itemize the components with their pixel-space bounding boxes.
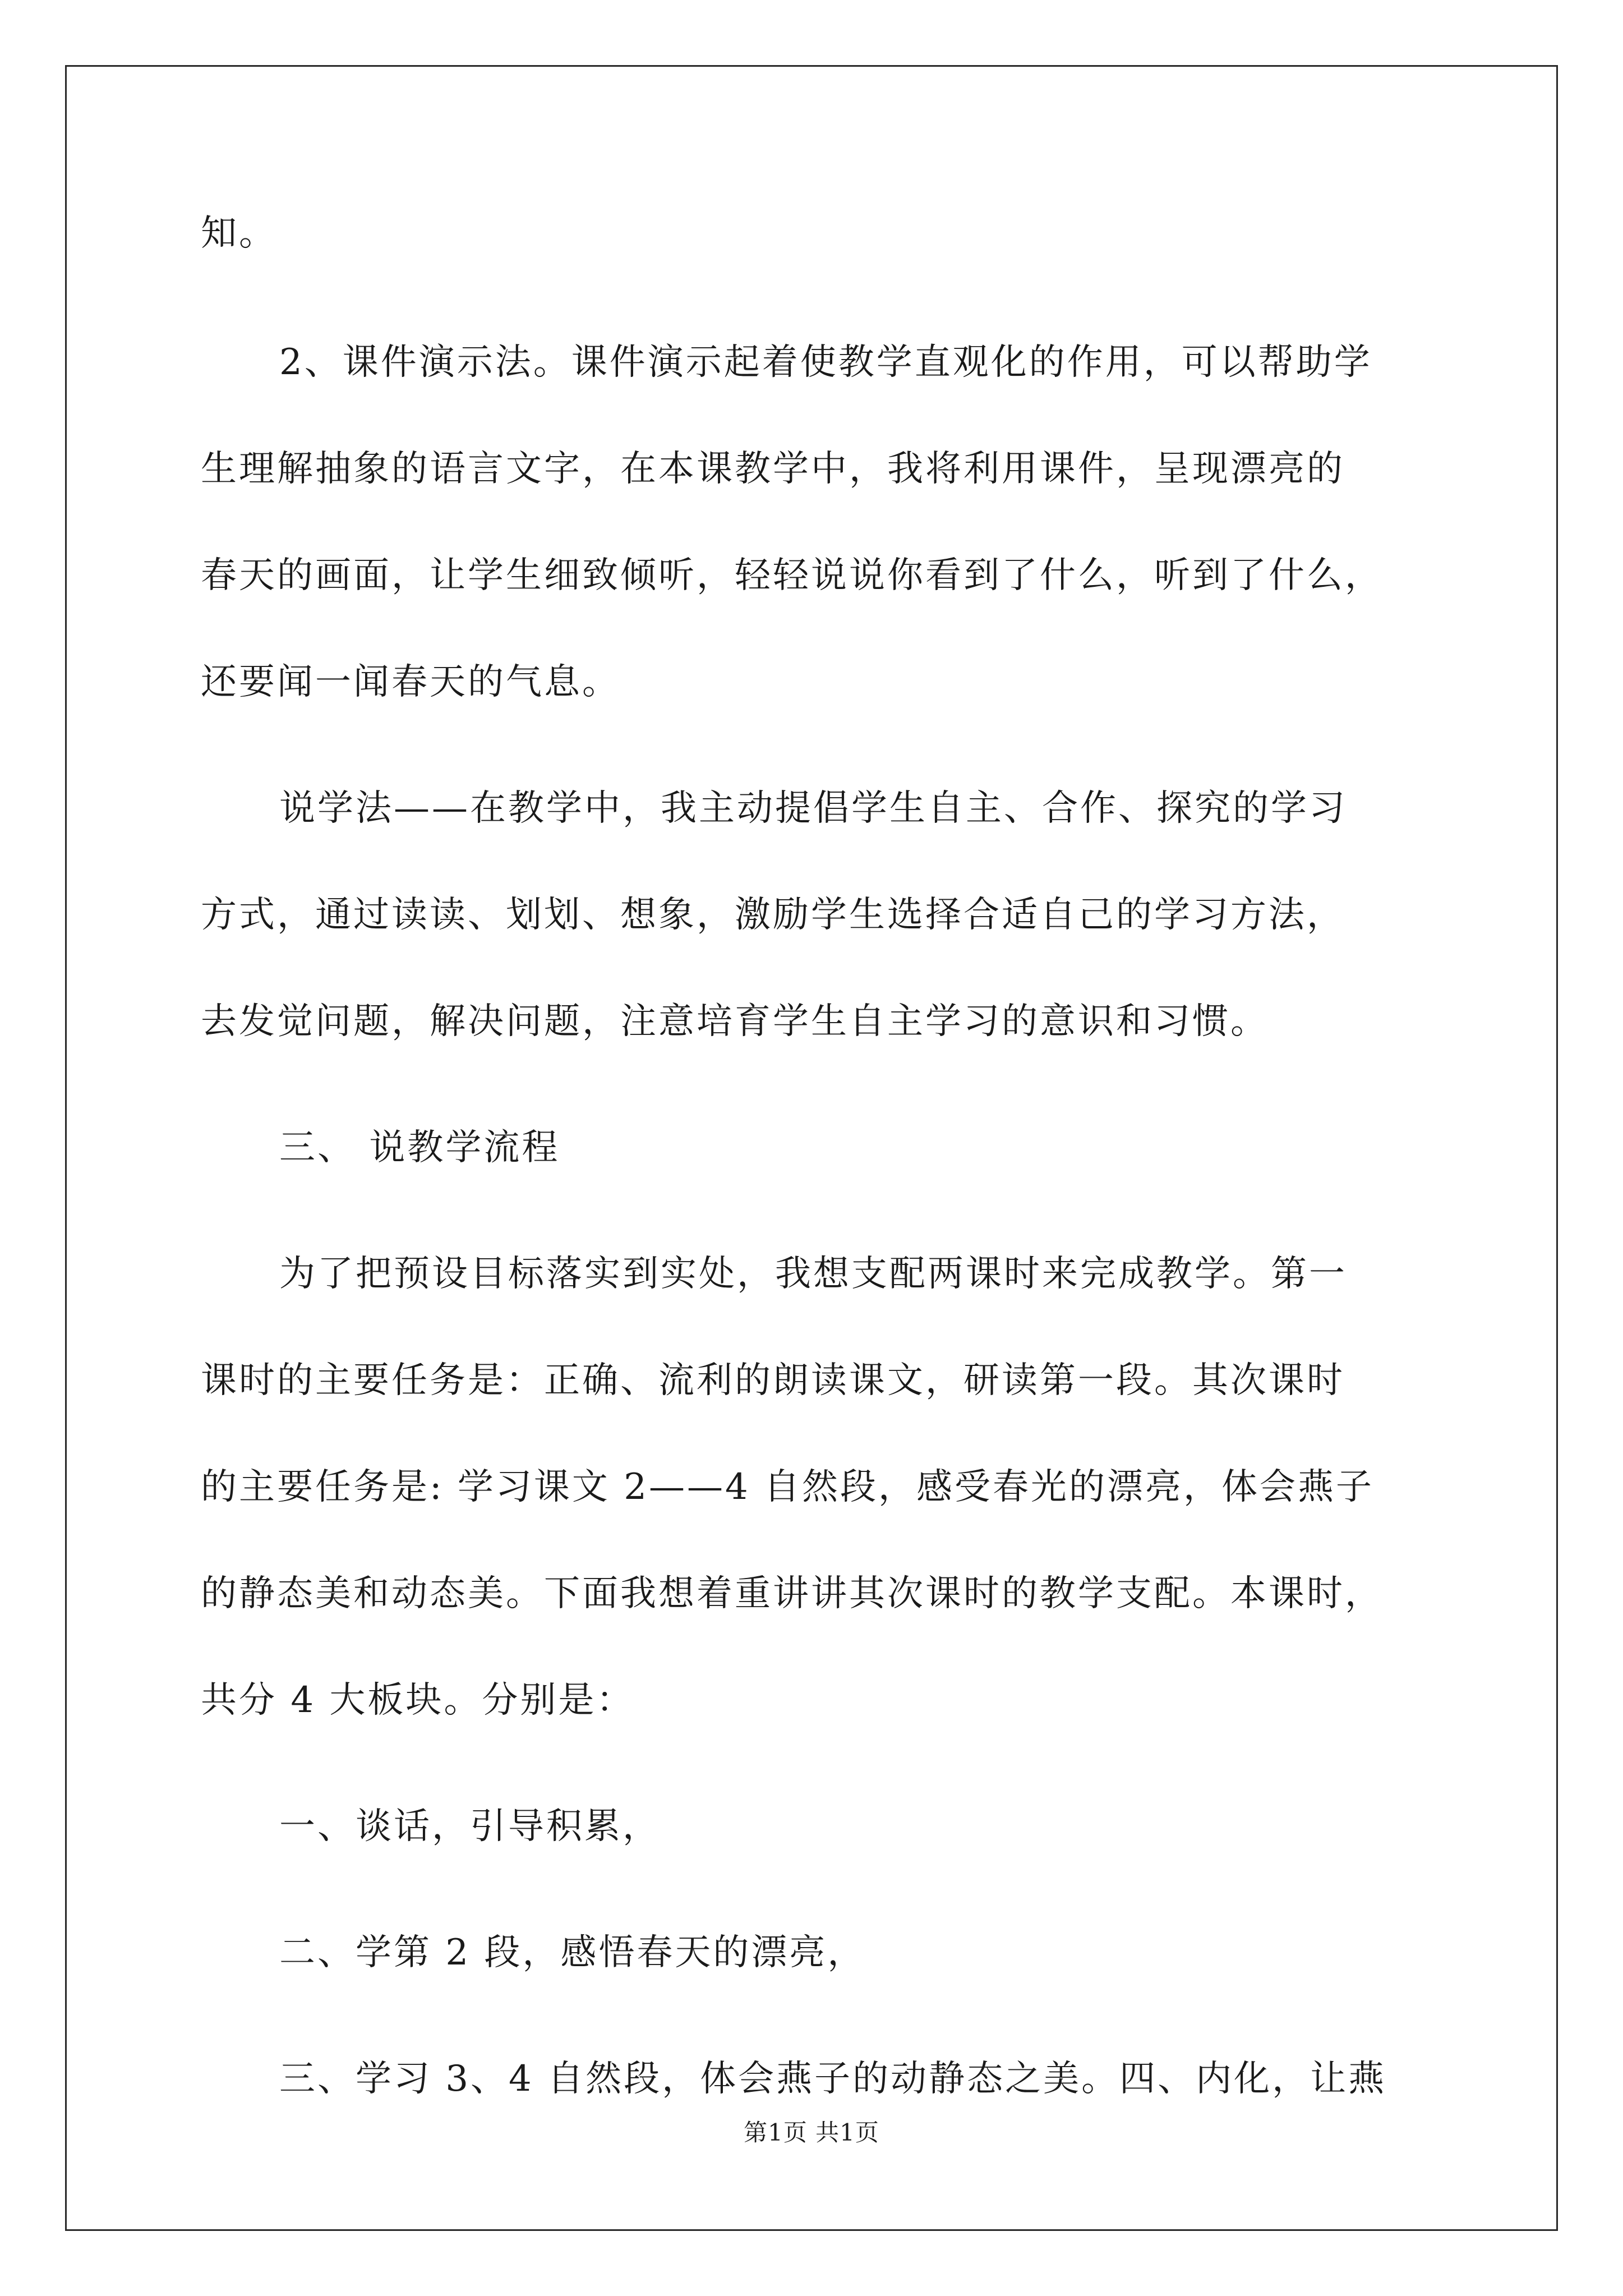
paragraph-line: 共分 4 大板块。分别是：	[201, 1680, 635, 1721]
page-footer: 第1页 共1页	[744, 2119, 879, 2146]
paragraph-line: 的静态美和动态美。下面我想着重讲讲其次课时的教学支配。本课时，	[201, 1573, 1383, 1614]
paragraph-line: 说学法——在教学中，我主动提倡学生自主、合作、探究的学习	[279, 788, 1347, 829]
paragraph-line: 的主要任务是: 学习课文 2——4 自然段，感受春光的漂亮，体会燕子	[201, 1466, 1375, 1508]
paragraph-line: 2、课件演示法。课件演示起着使教学直观化的作用，可以帮助学	[279, 342, 1372, 383]
list-item: 一、谈话，引导积累，	[279, 1806, 661, 1847]
paragraph-line: 春天的画面，让学生细致倾听，轻轻说说你看到了什么，听到了什么，	[201, 555, 1383, 596]
paragraph-line: 课时的主要任务是：正确、流利的朗读课文，研读第一段。其次课时	[201, 1360, 1345, 1401]
section-heading: 三、 说教学流程	[279, 1127, 560, 1168]
paragraph-line: 生理解抽象的语言文字，在本课教学中，我将利用课件，呈现漂亮的	[201, 448, 1345, 490]
list-item: 二、学第 2 段，感悟春天的漂亮，	[279, 1932, 866, 1973]
paragraph-line: 为了把预设目标落实到实处，我想支配两课时来完成教学。第一	[279, 1253, 1347, 1295]
paragraph-line: 知。	[201, 213, 277, 254]
list-item: 三、学习 3、4 自然段，体会燕子的动静态之美。四、内化，让燕	[279, 2058, 1387, 2100]
paragraph-line: 方式，通过读读、划划、想象，激励学生选择合适自己的学习方法，	[201, 894, 1345, 936]
paragraph-line: 去发觉问题，解决问题，注意培育学生自主学习的意识和习惯。	[201, 1001, 1269, 1042]
paragraph-line: 还要闻一闻春天的气息。	[201, 661, 620, 703]
